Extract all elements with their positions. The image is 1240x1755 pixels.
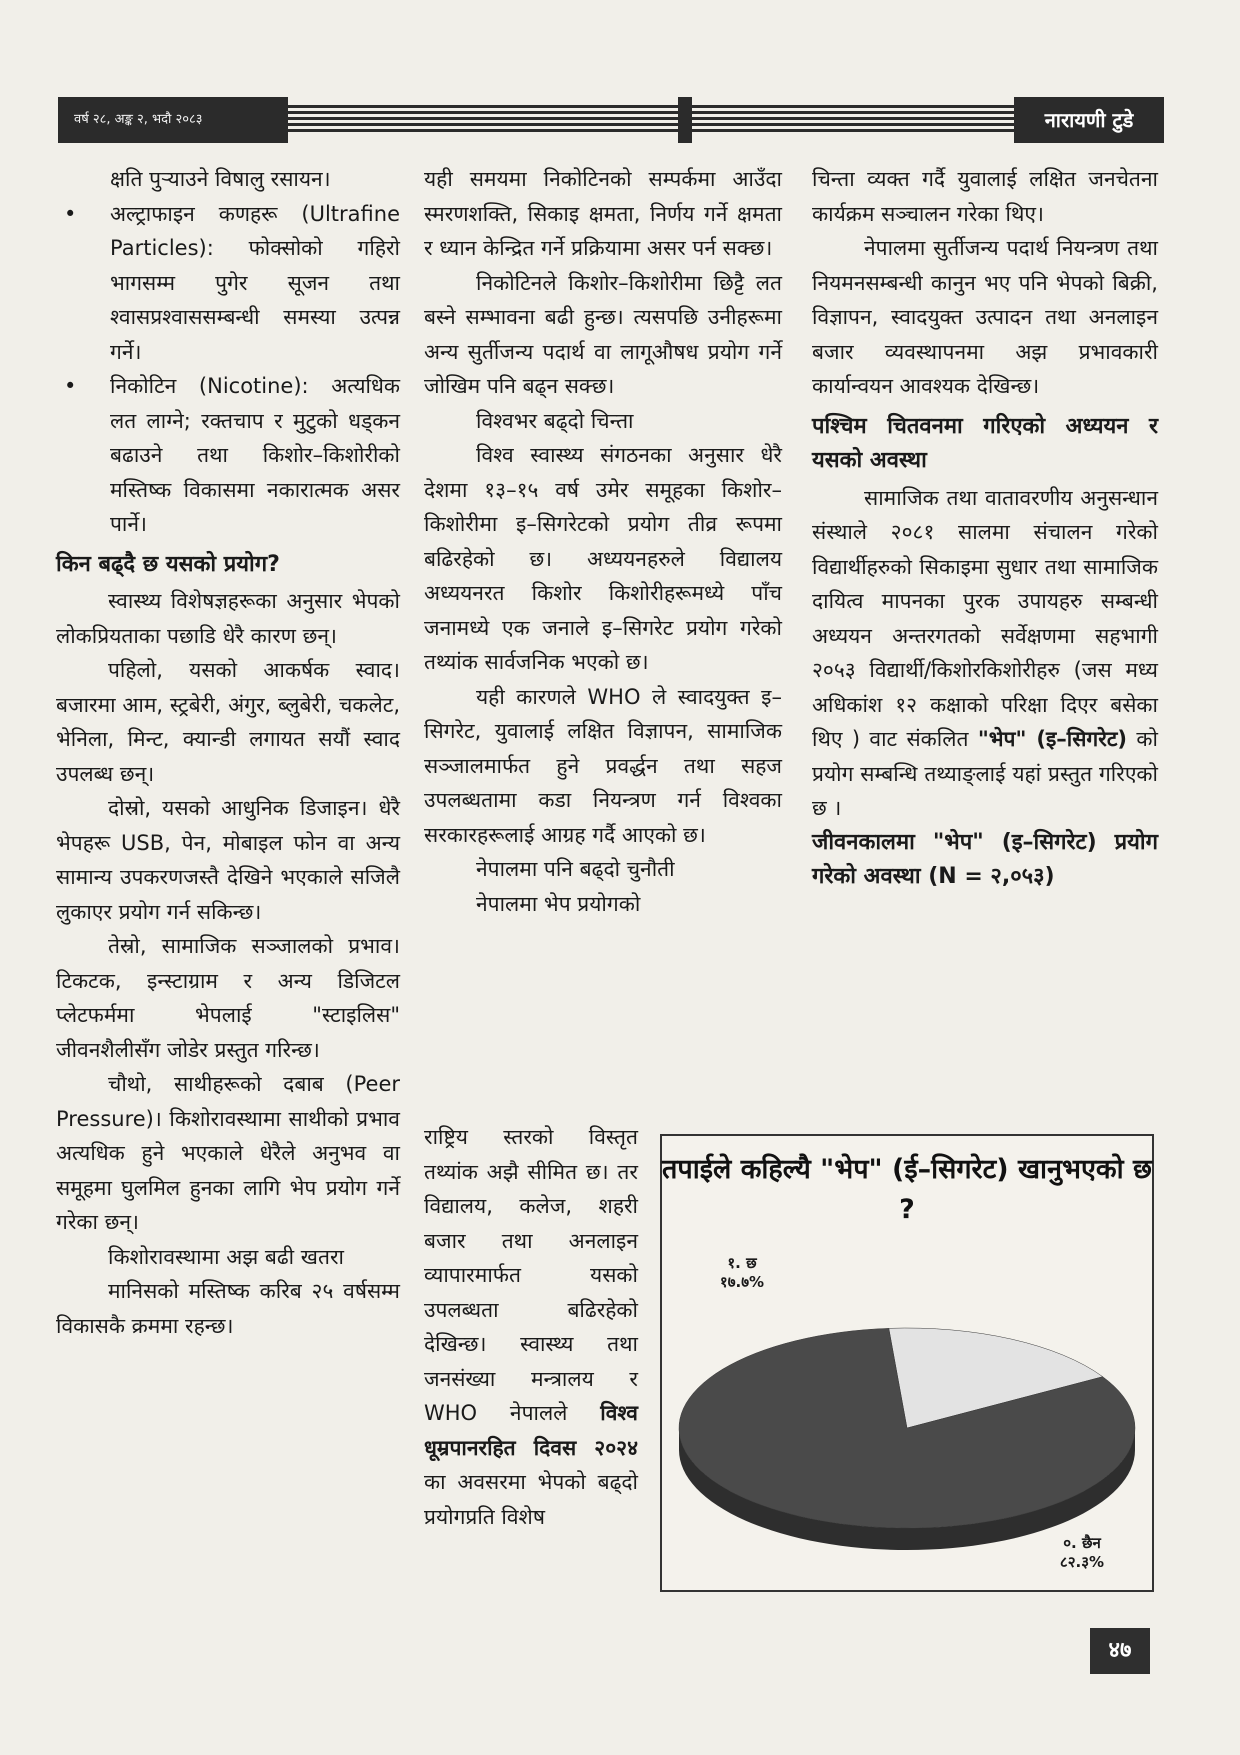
brand-name: नारायणी टुडे: [1014, 97, 1164, 143]
header-divider: [678, 97, 692, 143]
text: का अवसरमा भेपको बढ्दो प्रयोगप्रति विशेष: [424, 1470, 638, 1529]
subheading: नेपालमा पनि बढ्दो चुनौती: [476, 857, 675, 881]
chart-title: तपाईले कहिल्यै "भेप" (ई–सिगरेट) खानुभएको छ ?: [662, 1154, 1152, 1225]
paragraph: पहिलो, यसको आकर्षक स्वाद। बजारमा आम, स्ट्रबेरी, अंगुर, ब्लुबेरी, चकलेट, भेनिला, मिन्ट, क्यान्डी लगायत सयौं स्वाद उपलब्ध छन्।: [56, 658, 400, 786]
paragraph: चौथो, साथीहरूको दबाब (Peer Pressure)। किशोरावस्थामा साथीको प्रभाव अत्यधिक हुने भएकाले धेरैले अनुभव वा समूहमा घुलमिल हुनका लागि भेप प्रयोग गर्ने गरेका छन्।: [56, 1072, 400, 1234]
column-1: [56, 162, 400, 1343]
subheading: विश्वभर बढ्दो चिन्ता: [476, 408, 634, 433]
paragraph: [812, 481, 1158, 826]
pie-chart: [662, 1136, 1152, 1590]
bullet-nicotine: • निकोटिन (Nicotine): अत्यधिक लत लाग्ने; रक्तचाप र मुटुको धड्कन बढाउने तथा किशोर–किशोरीको मस्तिष्क विकासमा नकारात्मक असर पार्ने।: [56, 369, 400, 542]
pie-chart-figure: [660, 1134, 1154, 1592]
paragraph: निकोटिनले किशोर–किशोरीमा छिट्टै लत बस्ने सम्भावना बढी हुन्छ। त्यसपछि उनीहरूमा अन्य सुर्तीजन्य पदार्थ वा लागूऔषध प्रयोग गर्ने जोखिम पनि बढ्न सक्छ।: [424, 270, 782, 398]
column-2: [424, 162, 782, 921]
highlight-term: "भेप" (इ–सिगरेट): [977, 727, 1128, 751]
paragraph: नेपालमा भेप प्रयोगको: [476, 891, 641, 916]
issue-info: वर्ष २८, अङ्क २, भदौ २०८३: [58, 97, 288, 143]
chart-caption: जीवनकालमा "भेप" (इ–सिगरेट) प्रयोग गरेको अवस्था (N = २,०५३): [812, 829, 1158, 889]
paragraph: चिन्ता व्यक्त गर्दै युवालाई लक्षित जनचेतना कार्यक्रम सञ्चालन गरेका थिए।: [812, 167, 1158, 226]
paragraph: दोस्रो, यसको आधुनिक डिजाइन। धेरै भेपहरू USB, पेन, मोबाइल फोन वा अन्य सामान्य उपकरणजस्तै देखिने भएकाले सजिलै लुकाएर प्रयोग गर्न सकिन्छ।: [56, 796, 400, 924]
paragraph: यही कारणले WHO ले स्वादयुक्त इ–सिगरेट, युवालाई लक्षित विज्ञापन, सामाजिक सञ्जालमार्फत हुने प्रवर्द्धन तथा सहज उपलब्धतामा कडा नियन्त्रण गर्न विश्वका सरकारहरूलाई आग्रह गर्दै आएको छ।: [424, 684, 782, 847]
paragraph: [424, 1120, 638, 1534]
slice-label-yes: [702, 1254, 782, 1292]
slice-no-name: ०. छैन: [1063, 1534, 1101, 1552]
page-number: ४७: [1090, 1628, 1150, 1674]
paragraph: क्षति पुर्‍याउने विषालु रसायन।: [110, 167, 331, 191]
text: सामाजिक तथा वातावरणीय अनुसन्धान संस्थाले २०८१ सालमा संचालन गरेको विद्यार्थीहरुको सिकाइमा सुधार तथा सामाजिक दायित्व मापनका पुरक उपायहरु सम्बन्धी अध्ययन अन्तरगतको सर्वेक्षणमा सहभागी २०५३ विद्यार्थी/किशोरकिशोरीहरु (जस मध्य अधिकांश १२ कक्षाको परिक्षा दिएर बसेका थिए ) वाट संकलित: [812, 485, 1158, 751]
slice-label-no: [1042, 1534, 1122, 1572]
page-header: [58, 97, 1164, 143]
slice-yes-value: १७.७%: [719, 1273, 765, 1291]
event-name: विश्व धूम्रपानरहित दिवस २०२४: [424, 1401, 638, 1460]
text: राष्ट्रिय स्तरको विस्तृत तथ्यांक अझै सीमित छ। तर विद्यालय, कलेज, शहरी बजार तथा अनलाइन व्यापारमार्फत यसको उपलब्धता बढिरहेको देखिन्छ। स्वास्थ्य तथा जनसंख्या मन्त्रालय र WHO नेपालले: [424, 1125, 638, 1425]
paragraph: तेस्रो, सामाजिक सञ्जालको प्रभाव। टिकटक, इन्स्टाग्राम र अन्य डिजिटल प्लेटफर्ममा भेपलाई "स्टाइलिस" जीवनशैलीसँग जोडेर प्रस्तुत गरिन्छ।: [56, 934, 400, 1062]
paragraph: यही समयमा निकोटिनको सम्पर्कमा आउँदा स्मरणशक्ति, सिकाइ क्षमता, निर्णय गर्ने क्षमता र ध्यान केन्द्रित गर्ने प्रक्रियामा असर पर्न सक्छ।: [424, 167, 782, 260]
paragraph: स्वास्थ्य विशेषज्ञहरूका अनुसार भेपको लोकप्रियताका पछाडि धेरै कारण छन्।: [56, 589, 400, 648]
paragraph: विश्व स्वास्थ्य संगठनका अनुसार धेरै देशमा १३–१५ वर्ष उमेर समूहका किशोर–किशोरीमा इ–सिगरेटको प्रयोग तीव्र रूपमा बढिरहेको छ। अध्ययनहरुले विद्यालय अध्ययनरत किशोर किशोरीहरूमध्ये पाँच जनामध्ये एक जनाले इ–सिगरेट प्रयोग गरेको तथ्यांक सार्वजनिक भएको छ।: [424, 443, 782, 674]
slice-yes-name: १. छ: [727, 1254, 757, 1272]
section-heading: किन बढ्दै छ यसको प्रयोग?: [56, 551, 280, 577]
slice-no-value: ८२.३%: [1059, 1553, 1105, 1571]
section-heading: पश्चिम चितवनमा गरिएको अध्ययन र यसको अवस्था: [812, 413, 1158, 473]
paragraph: नेपालमा सुर्तीजन्य पदार्थ नियन्त्रण तथा नियमनसम्बन्धी कानुन भए पनि भेपको बिक्री, विज्ञापन, स्वादयुक्त उत्पादन तथा अनलाइन बजार व्यवस्थापनमा अझ प्रभावकारी कार्यान्वयन आवश्यक देखिन्छ।: [812, 236, 1158, 398]
bullet-ultrafine: • अल्ट्राफाइन कणहरू (Ultrafine Particles): फोक्सोको गहिरो भागसम्म पुगेर सूजन तथा श्वासप्रश्वाससम्बन्धी समस्या उत्पन्न गर्ने।: [56, 197, 400, 370]
column-2-lower: [424, 1120, 638, 1534]
column-3: [812, 162, 1158, 895]
text: को प्रयोग सम्बन्धि तथ्याङ्लाई यहां प्रस्तुत गरिएको छ ।: [812, 727, 1158, 820]
subheading: किशोरावस्थामा अझ बढी खतरा: [108, 1244, 344, 1269]
paragraph: मानिसको मस्तिष्क करिब २५ वर्षसम्म विकासकै क्रममा रहन्छ।: [56, 1279, 400, 1338]
